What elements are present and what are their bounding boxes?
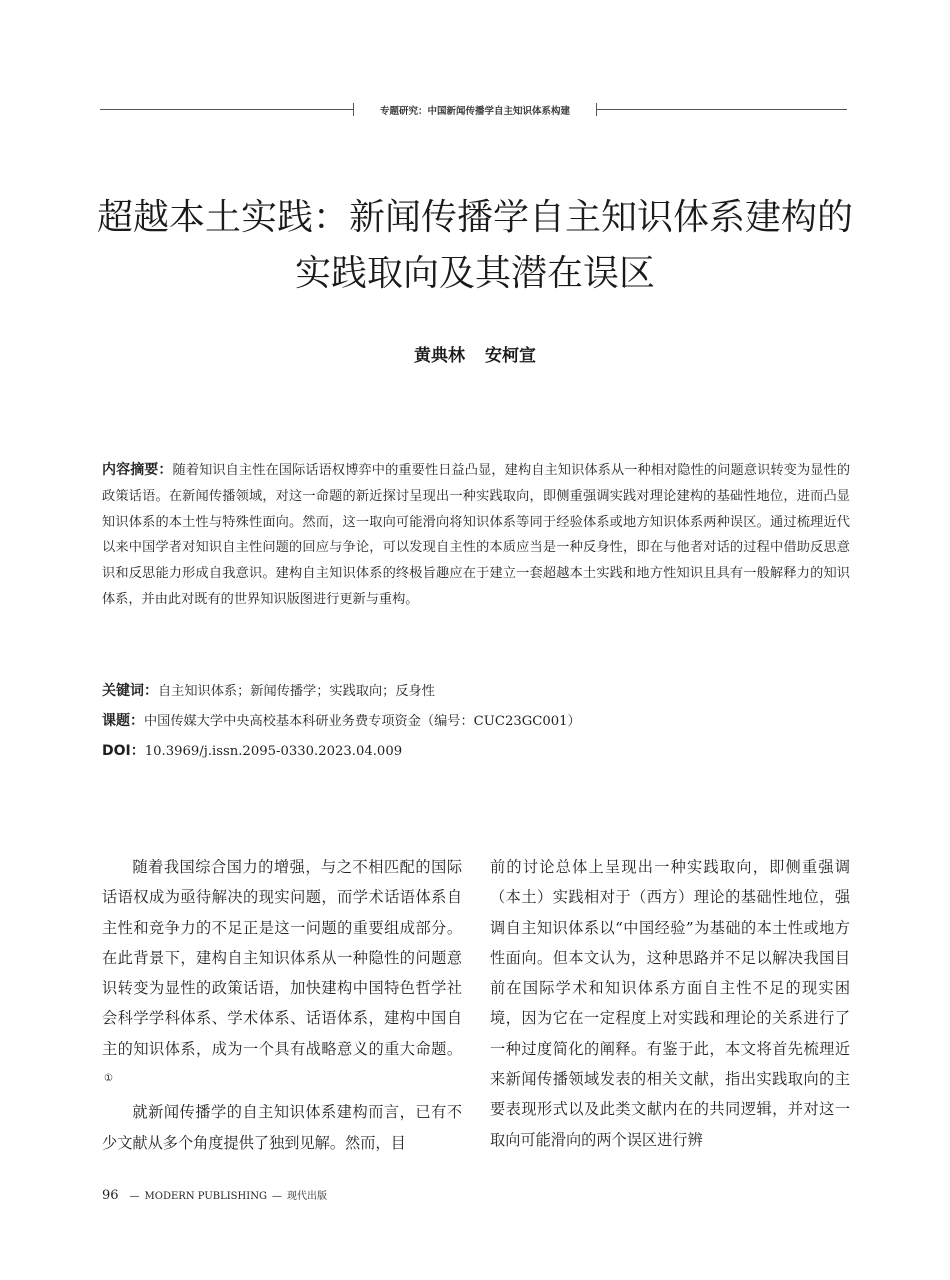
body-paragraph: [490, 852, 850, 1155]
body-left-p1: 随着我国综合国力的增强，与之不相匹配的国际话语权成为亟待解决的现实问题，而学术话语体系自主性和竞争力的不足正是这一问题的重要组成部分。在此背景下，建构自主知识体系从一种隐性的问题意识转变为显性的政策话语，加快建构中国特色哲学社会科学学科体系、学术体系、话语体系，建构中国自主的知识体系，成为一个具有战略意义的重大命题。: [102, 858, 462, 1058]
abstract-label: 内容摘要：: [102, 462, 173, 478]
header-rule-right: [597, 109, 847, 110]
running-header: 专题研究：中国新闻传播学自主知识体系构建: [379, 106, 570, 117]
body-column-right: [490, 852, 850, 1155]
body-right-p1: 前的讨论总体上呈现出一种实践取向，即侧重强调（本土）实践相对于（西方）理论的基础性地位，强调自主知识体系以“中国经验”为基础的本土性或地方性面向。但本文认为，这种思路并不足以解决我国目前在国际学术和知识体系方面自主性不足的现实困境，因为它在一定程度上对实践和理论的关系进行了一种过度简化的阐释。有鉴于此，本文将首先梳理近来新闻传播领域发表的相关文献，指出实践取向的主要表现形式以及此类文献内在的共同逻辑，并对这一取向可能滑向的两个误区进行辨: [490, 858, 850, 1149]
project-text: 中国传媒大学中央高校基本科研业务费专项资金（编号：CUC23GC001）: [144, 714, 581, 729]
body-column-left: [102, 852, 462, 1158]
footer-separator: —: [129, 1191, 140, 1202]
journal-name-cn: 现代出版: [286, 1191, 327, 1202]
page-footer: [102, 1187, 327, 1203]
author-2: 安柯宣: [485, 346, 536, 366]
body-left-p2: 就新闻传播学的自主知识体系建构而言，已有不少文献从多个角度提供了独到见解。然而，目: [102, 1103, 462, 1152]
project-label: 课题：: [102, 713, 144, 729]
title-line-2: 实践取向及其潜在误区: [294, 253, 655, 294]
article-title: [60, 190, 890, 302]
keywords-label: 关键词：: [102, 683, 158, 699]
doi-text: 10.3969/j.issn.2095-0330.2023.04.009: [144, 744, 403, 759]
author-1: 黄典林: [414, 346, 465, 366]
header-tick-left: [353, 103, 354, 116]
title-line-1: 超越本土实践：新闻传播学自主知识体系建构的: [96, 197, 853, 238]
body-paragraph: [102, 852, 462, 1097]
doi: [102, 738, 850, 765]
page-number: 96: [102, 1188, 119, 1203]
footnote-marker: ①: [104, 1073, 113, 1085]
header-rule-left: [100, 109, 353, 110]
abstract-text: 随着知识自主性在国际话语权博弈中的重要性日益凸显，建构自主知识体系从一种相对隐性的问题意识转变为显性的政策话语。在新闻传播领域，对这一命题的新近探讨呈现出一种实践取向，即侧重强调实践对理论建构的基础性地位，进而凸显知识体系的本土性与特殊性面向。然而，这一取向可能滑向将知识体系等同于经验体系或地方知识体系两种误区。通过梳理近代以来中国学者对知识自主性问题的回应与争论，可以发现自主性的本质应当是一种反身性，即在与他者对话的过程中借助反思意识和反思能力形成自我意识。建构自主知识体系的终极旨趣应在于建立一套超越本土实践和地方性知识且具有一般解释力的知识体系，并由此对既有的世界知识版图进行更新与重构。: [102, 463, 851, 607]
footer-separator: —: [271, 1191, 282, 1202]
keywords-text: 自主知识体系；新闻传播学；实践取向；反身性: [158, 684, 435, 699]
doi-label: DOI：: [102, 743, 145, 759]
abstract: [102, 458, 850, 613]
journal-name-en: MODERN PUBLISHING: [144, 1191, 267, 1202]
project-info: [102, 708, 850, 735]
body-paragraph: [102, 1097, 462, 1158]
keywords: [102, 678, 850, 705]
authors: [0, 341, 950, 366]
